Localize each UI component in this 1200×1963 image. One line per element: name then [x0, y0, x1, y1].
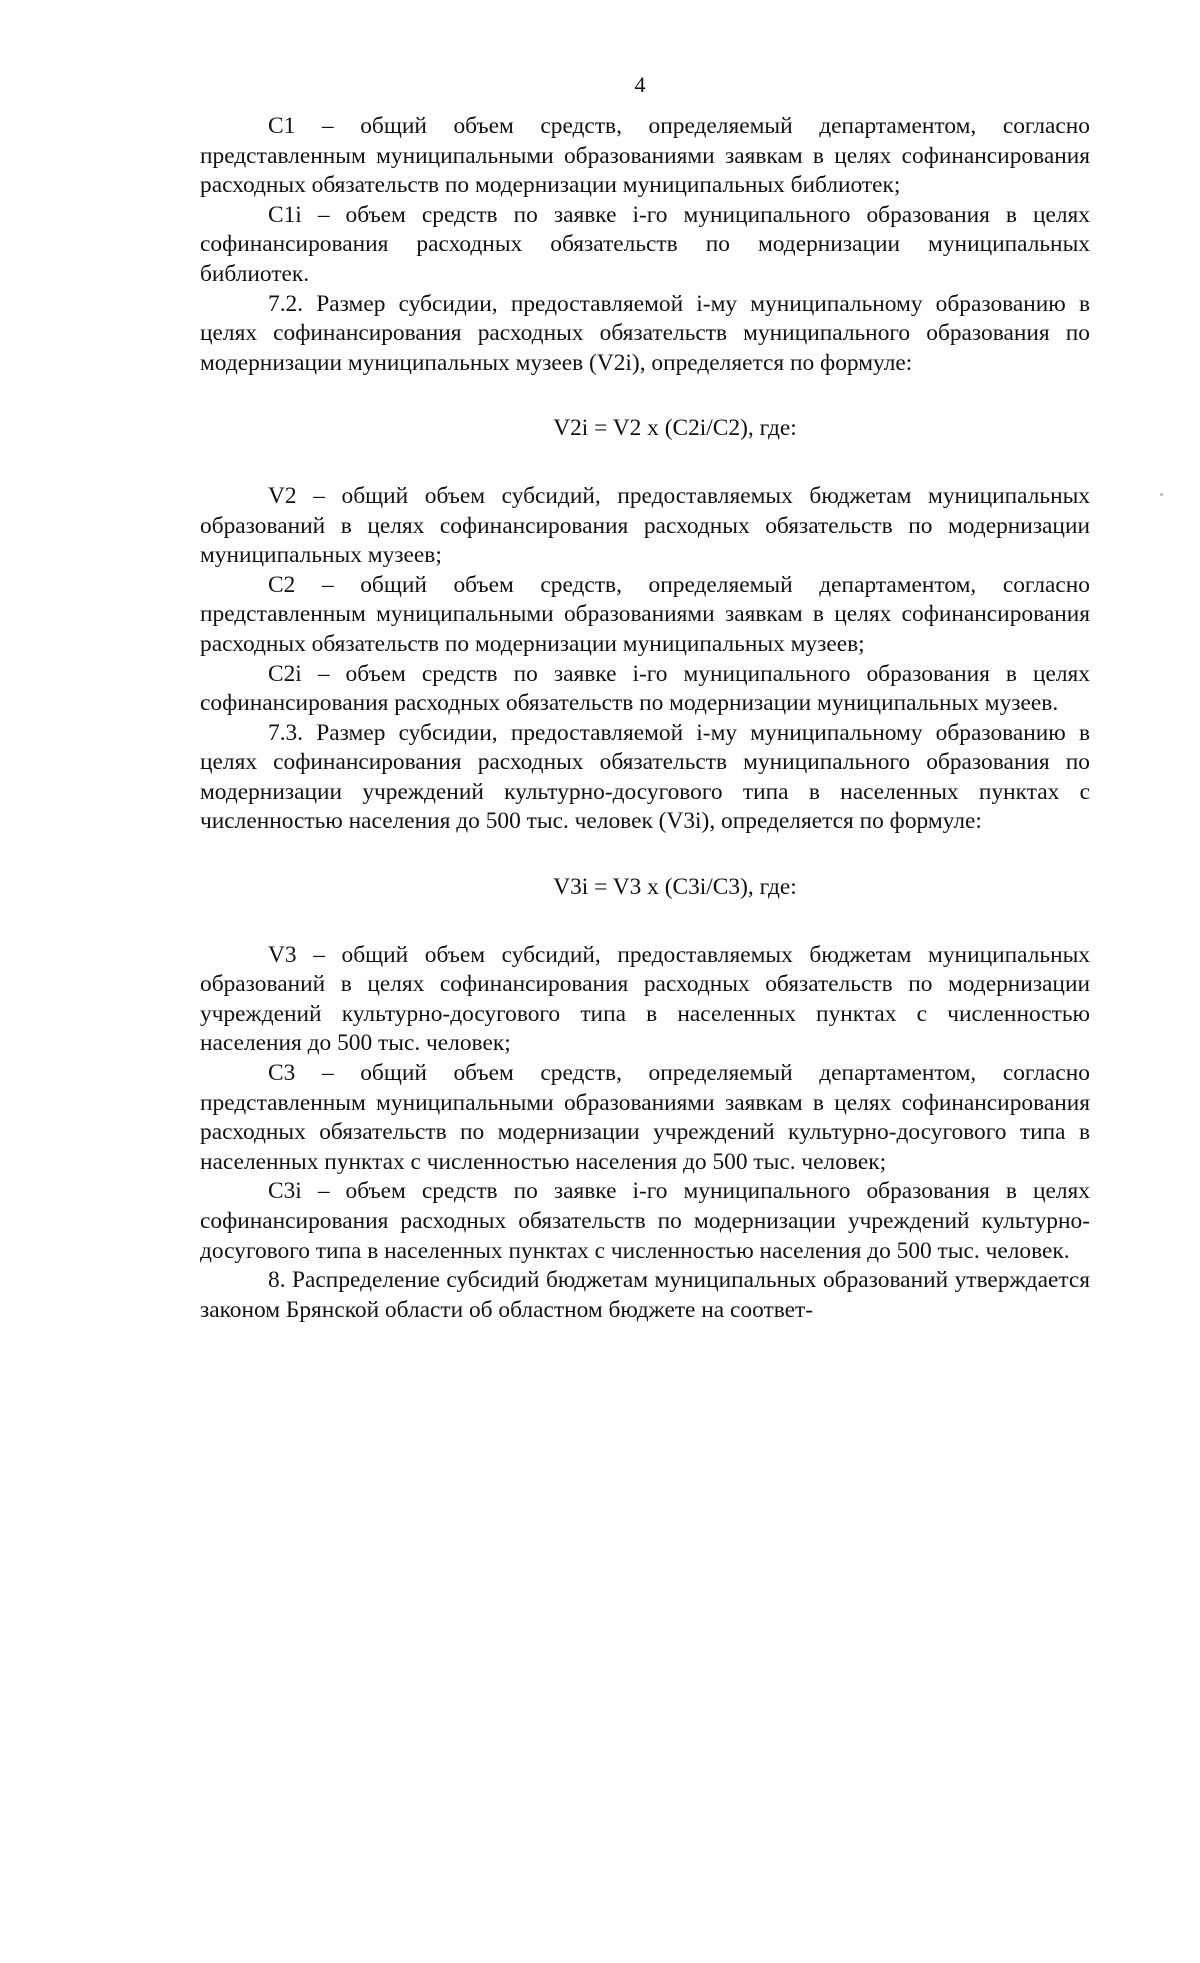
formula-v2i: V2i = V2 x (C2i/C2), где: — [553, 415, 797, 442]
definition-v3: V3 – общий объем субсидий, предоставляемых бюджетам муниципальных образований в целях софинансирования расходных обязательств по модернизации учреждений культурно-досугового типа в населенных пунктах с численностью населения до 500 тыс. человек; — [200, 941, 1090, 1057]
clause-7-3: 7.3. Размер субсидии, предоставляемой i-му муниципальному образованию в целях софинансирования расходных обязательств муниципального образования по модернизации учреждений культурно-досугового типа в населенных пунктах с численностью населения до 500 тыс. человек (V3i), определяется по формуле: — [200, 719, 1090, 835]
clause-7-2: 7.2. Размер субсидии, предоставляемой i-му муниципальному образованию в целях софинансирования расходных обязательств муниципального образования по модернизации муниципальных музеев (V2i), определяется по формуле: — [200, 290, 1090, 376]
definition-c2: С2 – общий объем средств, определяемый департаментом, согласно представленным муниципальными образованиями заявкам в целях софинансирования расходных обязательств по модернизации муниципальных музеев; — [200, 571, 1090, 657]
definition-v2: V2 – общий объем субсидий, предоставляемых бюджетам муниципальных образований в целях софинансирования расходных обязательств по модернизации муниципальных музеев; — [200, 482, 1090, 569]
definition-c1: С1 – общий объем средств, определяемый департаментом, согласно представленным муниципальными образованиями заявкам в целях софинансирования расходных обязательств по модернизации муниципальных библиотек; — [200, 113, 1090, 199]
definition-c3i: С3i – объем средств по заявке i-го муниципального образования в целях софинансирования расходных обязательств по модернизации учреждений культурно-досугового типа в населенных пунктах с численностью населения до 500 тыс. человек. — [200, 1178, 1090, 1264]
page-number: 4 — [634, 72, 646, 97]
document-body — [200, 112, 1090, 1325]
formula-v3i: V3i = V3 x (C3i/C3), где: — [553, 874, 797, 901]
definition-c1i: С1i – объем средств по заявке i-го муниципального образования в целях софинансирования расходных обязательств по модернизации муниципальных библиотек. — [200, 201, 1090, 287]
scan-speck — [1160, 493, 1163, 496]
definition-c3: С3 – общий объем средств, определяемый департаментом, согласно представленным муниципальными образованиями заявкам в целях софинансирования расходных обязательств по модернизации учреждений культурно-досугового типа в населенных пунктах с численностью населения до 500 тыс. человек; — [200, 1060, 1090, 1175]
clause-8: 8. Распределение субсидий бюджетам муниципальных образований утверждается законом Брянской области об областном бюджете на соответ- — [200, 1267, 1090, 1323]
definition-c2i: С2i – объем средств по заявке i-го муниципального образования в целях софинансирования расходных обязательств по модернизации муниципальных музеев. — [200, 660, 1090, 717]
